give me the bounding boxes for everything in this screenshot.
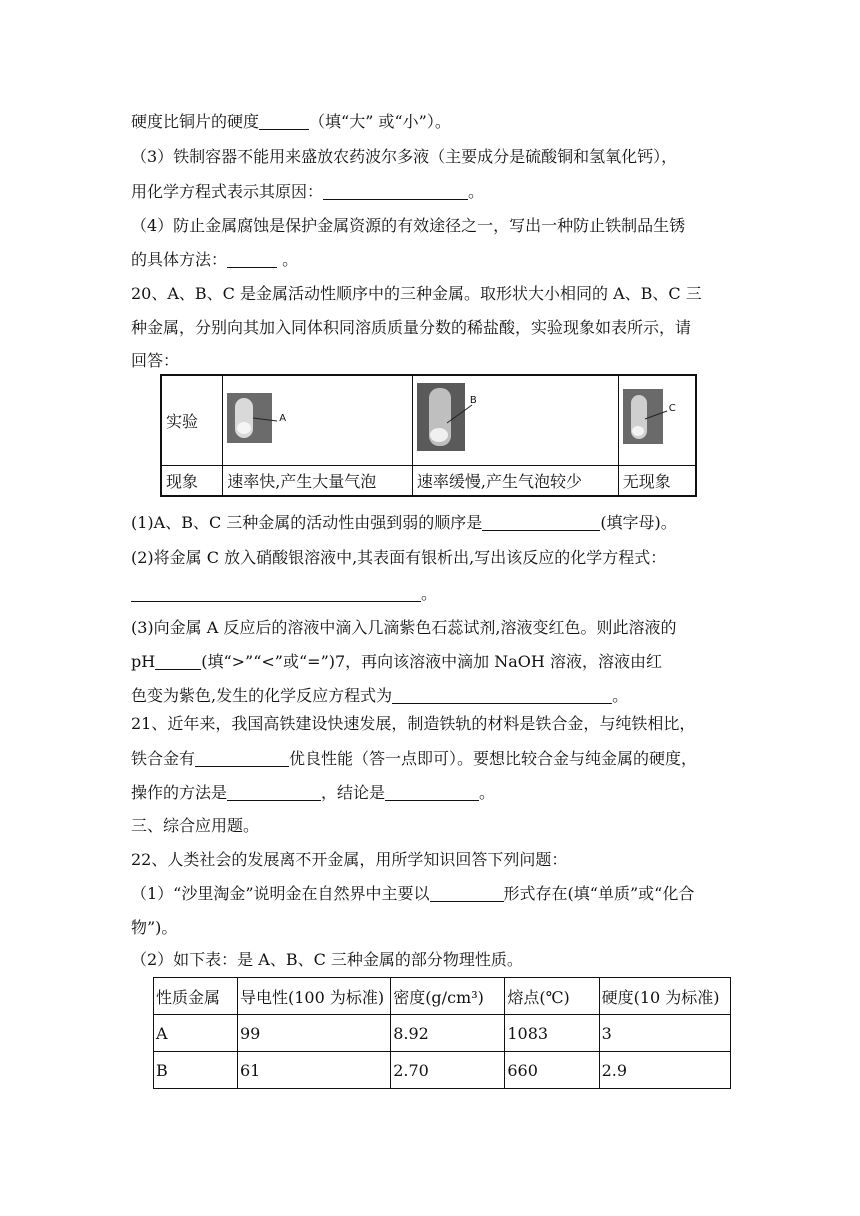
question-20-3-equation: 色变为紫色,发生的化学反应方程式为 。 [131,686,629,705]
question-3-line: （3）铁制容器不能用来盛放农药波尔多液（主要成分是硫酸铜和氢氧化钙）， [131,147,678,166]
property-table [153,977,731,1089]
tube-c-image [618,375,696,465]
header-cell: 性质金属 [154,978,238,1015]
question-20-line-3: 回答： [131,351,180,370]
tube-label-b: B [469,395,477,407]
question-4-method-line: 的具体方法： 。 [131,250,299,269]
phenomenon-label: 现象 [161,465,223,496]
answer-blank[interactable] [195,750,289,767]
header-cell: 导电性(100 为标准) [237,978,390,1015]
answer-blank[interactable] [227,784,321,801]
phenomenon-b: 速率缓慢,产生气泡较少 [412,465,618,496]
cell: A [154,1015,238,1052]
question-21-line-1: 21、近年来，我国高铁建设快速发展，制造铁轨的材料是铁合金，与纯铁相比， [131,714,696,733]
table-header-row [154,978,731,1015]
experiment-table [160,374,697,497]
answer-blank[interactable] [392,687,612,704]
question-20-line-1: 20、A、B、C 是金属活动性顺序中的三种金属。取形状大小相同的 A、B、C 三 [131,284,702,303]
question-20-3: (3)向金属 A 反应后的溶液中滴入几滴紫色石蕊试剂,溶液变红色。则此溶液的 [131,618,677,637]
experiment-label: 实验 [161,375,223,465]
question-22-1-cont: 物”)。 [131,918,178,937]
question-22-2: （2）如下表：是 A、B、C 三种金属的部分物理性质。 [131,950,523,969]
answer-blank[interactable] [227,251,277,268]
tube-b-image [412,375,618,465]
question-4-line: （4）防止金属腐蚀是保护金属资源的有效途径之一，写出一种防止铁制品生锈 [131,216,686,235]
answer-blank[interactable] [385,784,479,801]
cell: 61 [237,1052,390,1089]
header-cell: 硬度(10 为标准) [599,978,730,1015]
question-20-1: (1)A、B、C 三种金属的活动性由强到弱的顺序是 (填字母)。 [131,513,677,532]
question-22-line: 22、人类社会的发展离不开金属，用所学知识回答下列问题： [131,850,568,869]
answer-blank[interactable] [131,585,421,602]
table-row [154,1015,731,1052]
cell: 8.92 [391,1015,505,1052]
answer-blank[interactable] [482,514,600,531]
phenomenon-a: 速率快,产生大量气泡 [223,465,413,496]
answer-blank[interactable] [259,113,309,130]
tube-label-a: A [279,413,287,425]
tube-label-c: C [668,403,676,415]
cell: 99 [237,1015,390,1052]
question-20-3-ph: pH (填“>”“<”或“=”)7，再向该溶液中滴加 NaOH 溶液，溶液由红 [131,652,662,671]
question-21-line-3: 操作的方法是 ，结论是 。 [131,783,496,802]
header-cell: 密度(g/cm³) [391,978,505,1015]
cell: 3 [599,1015,730,1052]
question-22-1: （1）“沙里淘金”说明金在自然界中主要以 形式存在(填“单质”或“化合 [131,884,695,903]
phenomenon-c: 无现象 [618,465,696,496]
question-20-2: (2)将金属 C 放入硝酸银溶液中,其表面有银析出,写出该反应的化学方程式： [131,548,667,567]
cell: 1083 [505,1015,599,1052]
answer-blank[interactable] [430,885,504,902]
line-hardness: 硬度比铜片的硬度 （填“大” 或“小”）。 [131,112,451,131]
table-row [154,1052,731,1089]
answer-blank[interactable] [323,183,468,200]
question-21-line-2: 铁合金有 优良性能（答一点即可）。要想比较合金与纯金属的硬度， [131,749,698,768]
question-3-equation-line: 用化学方程式表示其原因： 。 [131,182,485,201]
tube-a-image [223,375,413,465]
header-cell: 熔点(℃) [505,978,599,1015]
cell: B [154,1052,238,1089]
question-20-2-answer: 。 [131,583,437,605]
cell: 2.70 [391,1052,505,1089]
question-20-line-2: 种金属，分别向其加入同体积同溶质质量分数的稀盐酸，实验现象如表所示，请 [131,318,692,337]
section-heading: 三、综合应用题。 [131,816,260,835]
cell: 660 [505,1052,599,1089]
answer-blank[interactable] [155,653,201,670]
cell: 2.9 [599,1052,730,1089]
